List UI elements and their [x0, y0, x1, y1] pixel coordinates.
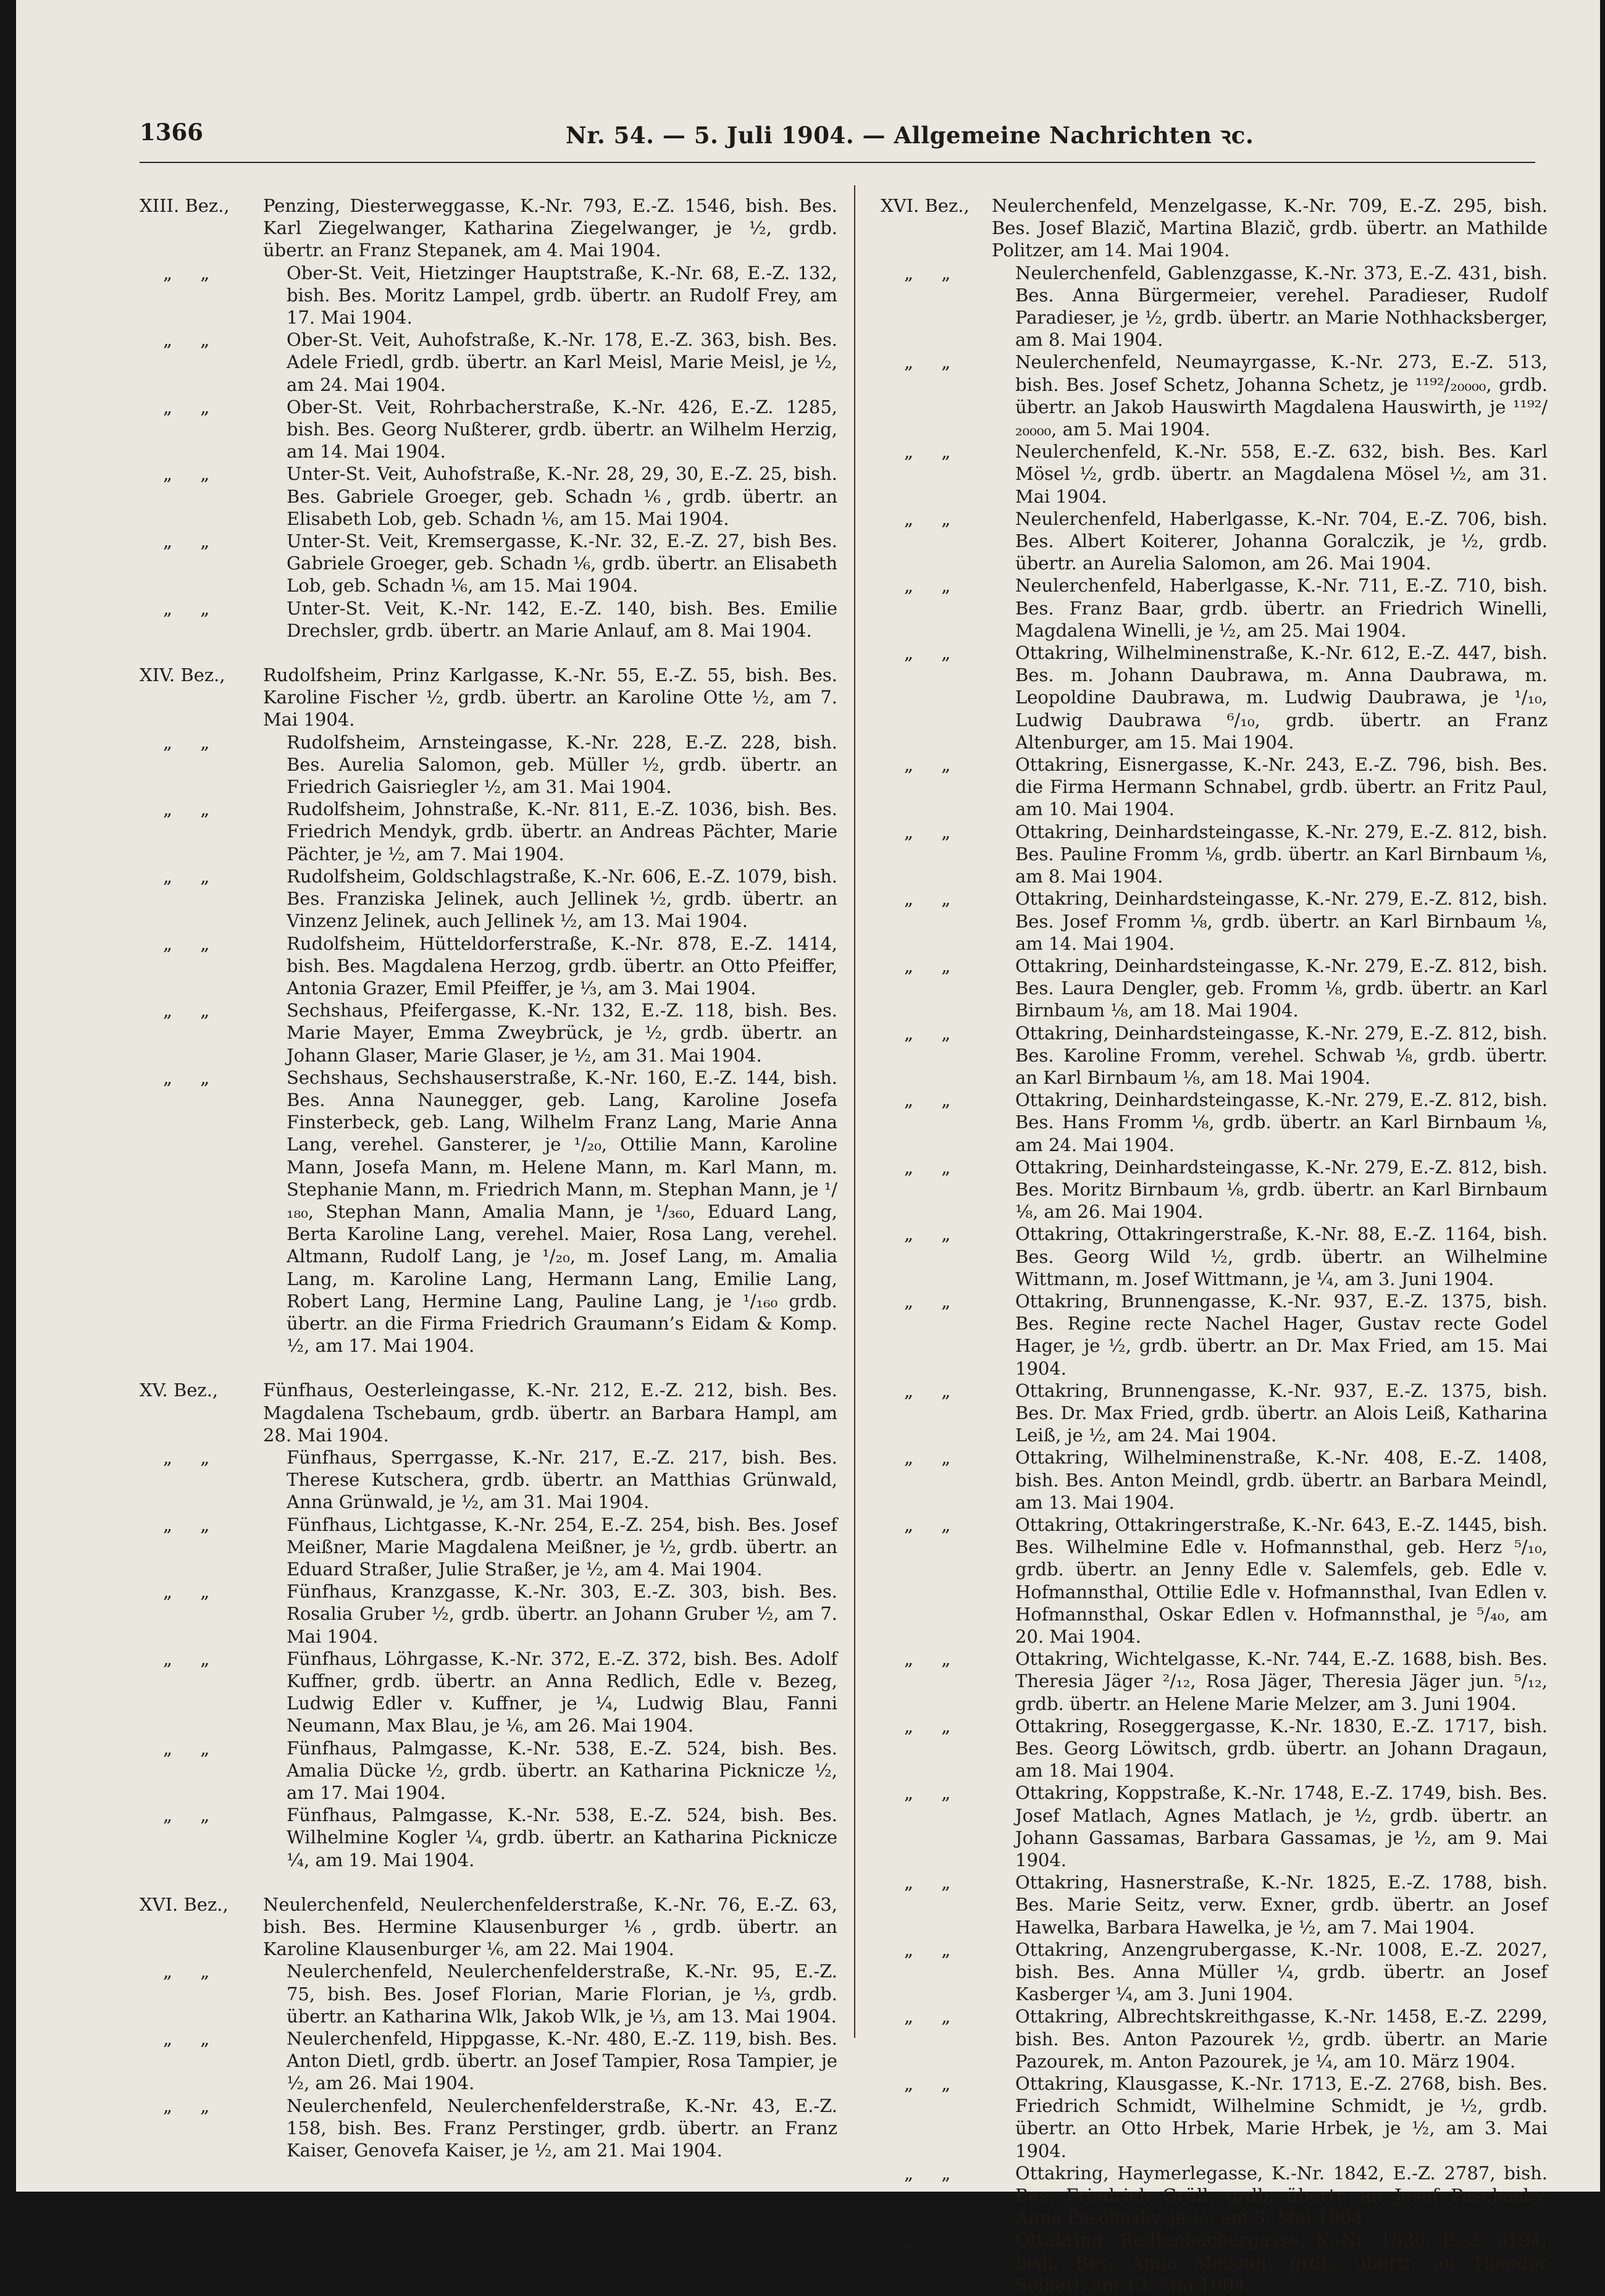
entry-district-label: „ „	[163, 865, 221, 887]
left-column	[140, 195, 837, 2161]
entry-text: Rudolfsheim, Hütteldorferstraße, K.-Nr. 878, E.-Z. 1414, bish. Bes. Magdalena Herzog, grdb. übertr. an Otto Pfeiffer, Antonia Grazer, Emil Pfeiffer, je ⅓, am 3. Mai 1904.	[287, 932, 837, 999]
register-entry	[140, 597, 837, 642]
entry-text: Ottakring, Ottakringerstraße, K.-Nr. 643, E.-Z. 1445, bish. Bes. Wilhelmine Edle v. Hofmannsthal, geb. Herz ⁵/₁₀, grdb. übertr. an Jenny Edle v. Salemfels, geb. Edle v. Hofmannsthal, Ottilie Edle v. Hofmannsthal, Ivan Edlen v. Hofmannsthal, Oskar Edlen v. Hofmannsthal, je ⁵/₄₀, am 20. Mai 1904.	[1015, 1514, 1548, 1647]
register-entry	[881, 1782, 1548, 1871]
entry-district-label: „ „	[163, 731, 221, 753]
entry-text: Neulerchenfeld, Haberlgasse, K.-Nr. 711, E.-Z. 710, bish. Bes. Franz Baar, grdb. übertr. an Friedrich Winelli, Magdalena Winelli, je ½, am 25. Mai 1904.	[1015, 575, 1548, 641]
register-entry	[881, 1648, 1548, 1715]
entry-text: Ottakring, Redtenbachergasse, K.-Nr. 1836, E.-Z. 3194, bish. Bes. Anna Meixner, grdb. übertr. an Theodor Seiberl, am 13. Mai 1904.	[1015, 2229, 1548, 2295]
entry-district-label: „ „	[163, 329, 221, 351]
entry-district-label: XV. Bez.,	[140, 1380, 219, 1401]
register-entry	[881, 753, 1548, 821]
entry-district-label: „ „	[904, 955, 962, 976]
register-entry	[881, 1089, 1548, 1156]
entry-text: Ober-St. Veit, Rohrbacherstraße, K.-Nr. 426, E.-Z. 1285, bish. Bes. Georg Nußterer, grdb. übertr. an Wilhelm Herzig, am 14. Mai 1904.	[287, 396, 837, 463]
entry-district-label: „ „	[904, 1938, 962, 1960]
entry-district-label: „ „	[163, 2095, 221, 2116]
entry-text: Ottakring, Roseggergasse, K.-Nr. 1830, E.-Z. 1717, bish. Bes. Georg Löwitsch, grdb. übertr. an Johann Dragaun, am 18. Mai 1904.	[1015, 1715, 1548, 1782]
entry-text: Ottakring, Albrechtskreithgasse, K.-Nr. 1458, E.-Z. 2299, bish. Bes. Anton Pazourek ½, grdb. übertr. an Marie Pazourek, m. Anton Pazourek, je ¼, am 10. März 1904.	[1015, 2006, 1548, 2072]
register-entry	[881, 508, 1548, 575]
register-entry	[881, 1022, 1548, 1089]
entry-district-label: „ „	[163, 1961, 221, 1982]
register-entry	[881, 1380, 1548, 1447]
entry-district-label: XIII. Bez.,	[140, 195, 230, 216]
entry-district-label: „ „	[163, 2028, 221, 2050]
entry-district-label: „ „	[904, 888, 962, 910]
entry-district-label: XIV. Bez.,	[140, 664, 225, 686]
entry-text: Neulerchenfeld, Hippgasse, K.-Nr. 480, E.-Z. 119, bish. Bes. Anton Dietl, grdb. übertr. an Josef Tampier, Rosa Tampier, je ½, am 26. Mai 1904.	[287, 2028, 837, 2094]
entry-district-label: „ „	[163, 530, 221, 552]
register-entry	[881, 195, 1548, 262]
entry-text: Rudolfsheim, Goldschlagstraße, K.-Nr. 606, E.-Z. 1079, bish. Bes. Franziska Jelinek, auch Jellinek ½, grdb. übertr. an Vinzenz Jelinek, auch Jellinek ½, am 13. Mai 1904.	[287, 865, 837, 932]
entry-text: Fünfhaus, Palmgasse, K.-Nr. 538, E.-Z. 524, bish. Bes. Wilhelmine Kogler ¼, grdb. übertr. an Katharina Picknicze ¼, am 19. Mai 1904.	[287, 1804, 837, 1871]
entry-text: Neulerchenfeld, Gablenzgasse, K.-Nr. 373, E.-Z. 431, bish. Bes. Anna Bürgermeier, verehel. Paradieser, Rudolf Paradieser, je ½, grdb. übertr. an Marie Nothhacksberger, am 8. Mai 1904.	[1015, 262, 1548, 351]
entry-district-label: „ „	[904, 1514, 962, 1535]
entry-text: Ottakring, Deinhardsteingasse, K.-Nr. 279, E.-Z. 812, bish. Bes. Laura Dengler, geb. Fromm ⅛, grdb. übertr. an Karl Birnbaum ⅛, am 18. Mai 1904.	[1015, 955, 1548, 1021]
entry-text: Neulerchenfeld, Haberlgasse, K.-Nr. 704, E.-Z. 706, bish. Bes. Albert Koiterer, Johanna Goralczik, je ½, grdb. übertr. an Aurelia Salomon, am 26. Mai 1904.	[1015, 508, 1548, 574]
entry-district-label: „ „	[904, 575, 962, 597]
entry-text: Fünfhaus, Sperrgasse, K.-Nr. 217, E.-Z. 217, bish. Bes. Therese Kutschera, grdb. übertr. an Matthias Grünwald, Anna Grünwald, je ½, am 31. Mai 1904.	[287, 1446, 837, 1513]
register-entry	[140, 329, 837, 396]
register-entry	[140, 798, 837, 865]
register-entry	[881, 2005, 1548, 2072]
entry-text: Neulerchenfeld, K.-Nr. 558, E.-Z. 632, bish. Bes. Karl Mösel ½, grdb. übertr. an Magdalena Mösel ½, am 31. Mai 1904.	[1015, 441, 1548, 507]
register-entry	[881, 1290, 1548, 1380]
entry-text: Unter-St. Veit, K.-Nr. 142, E.-Z. 140, bish. Bes. Emilie Drechsler, grdb. übertr. an Marie Anlauf, am 8. Mai 1904.	[287, 597, 837, 641]
entry-text: Unter-St. Veit, Auhofstraße, K.-Nr. 28, 29, 30, E.-Z. 25, bish. Bes. Gabriele Groeger, geb. Schadn ⅙, grdb. übertr. an Elisabeth Lob, geb. Schadn ⅙, am 15. Mai 1904.	[287, 463, 837, 529]
register-entry	[140, 865, 837, 932]
entry-district-label: „ „	[904, 1380, 962, 1401]
entry-district-label: „ „	[904, 1156, 962, 1178]
entry-district-label: XVI. Bez.,	[140, 1893, 228, 1915]
entry-district-label: XVI. Bez.,	[881, 195, 970, 216]
register-entry	[881, 1156, 1548, 1223]
entry-district-label: „ „	[163, 262, 221, 283]
entry-text: Ottakring, Brunnengasse, K.-Nr. 937, E.-Z. 1375, bish. Bes. Dr. Max Fried, grdb. übertr. an Alois Leiß, Katharina Leiß, je ½, am 24. Mai 1904.	[1015, 1380, 1548, 1446]
entry-district-label: „ „	[904, 2162, 962, 2184]
register-entry	[881, 574, 1548, 642]
entry-text: Ottakring, Deinhardsteingasse, K.-Nr. 279, E.-Z. 812, bish. Bes. Pauline Fromm ⅛, grdb. übertr. an Karl Birnbaum ⅛, am 8. Mai 1904.	[1015, 821, 1548, 887]
entry-text: Sechshaus, Pfeifergasse, K.-Nr. 132, E.-Z. 118, bish. Bes. Marie Mayer, Emma Zweybrück, je ½, grdb. übertr. an Johann Glaser, Marie Glaser, je ½, am 31. Mai 1904.	[287, 1000, 837, 1066]
register-entry	[140, 530, 837, 597]
register-entry	[140, 1066, 837, 1357]
entry-district-label: „ „	[163, 1737, 221, 1759]
entry-district-label: „ „	[904, 1715, 962, 1737]
entry-district-label: „ „	[904, 1447, 962, 1469]
register-entry	[881, 955, 1548, 1022]
header-rule	[140, 162, 1535, 163]
entry-text: Ober-St. Veit, Auhofstraße, K.-Nr. 178, E.-Z. 363, bish. Bes. Adele Friedl, grdb. übertr. an Karl Meisl, Marie Meisl, je ½, am 24. Mai 1904.	[287, 329, 837, 395]
entry-district-label: „ „	[163, 1804, 221, 1826]
entry-text: Ottakring, Deinhardsteingasse, K.-Nr. 279, E.-Z. 812, bish. Bes. Karoline Fromm, verehel. Schwab ⅛, grdb. übertr. an Karl Birnbaum ⅛, am 18. Mai 1904.	[1015, 1022, 1548, 1088]
register-entry	[881, 887, 1548, 955]
register-entry	[140, 2027, 837, 2095]
register-entry	[881, 1446, 1548, 1514]
entry-district-label: „ „	[904, 2229, 962, 2251]
register-entry	[140, 396, 837, 463]
entry-district-label: „ „	[163, 1514, 221, 1535]
register-entry	[881, 1514, 1548, 1648]
register-entry	[140, 2095, 837, 2162]
entry-district-label: „ „	[163, 1066, 221, 1088]
entry-text: Ottakring, Anzengrubergasse, K.-Nr. 1008, E.-Z. 2027, bish. Bes. Anna Müller ¼, grdb. übertr. an Josef Kasberger ¼, am 3. Juni 1904.	[1015, 1938, 1548, 2005]
register-entry	[881, 2229, 1548, 2296]
register-entry	[140, 1580, 837, 1648]
register-entry	[140, 262, 837, 329]
entry-text: Ottakring, Deinhardsteingasse, K.-Nr. 279, E.-Z. 812, bish. Bes. Josef Fromm ⅛, grdb. übertr. an Karl Birnbaum ⅛, am 14. Mai 1904.	[1015, 888, 1548, 954]
register-entry	[140, 1893, 837, 1961]
register-entry	[881, 440, 1548, 508]
entry-district-label: „ „	[904, 1022, 962, 1044]
running-title: Nr. 54. — 5. Juli 1904. — Allgemeine Nachrichten ꝛc.	[566, 122, 1254, 149]
entry-district-label: „ „	[163, 798, 221, 820]
entry-text: Fünfhaus, Palmgasse, K.-Nr. 538, E.-Z. 524, bish. Bes. Amalia Dücke ½, grdb. übertr. an Katharina Picknicze ½, am 17. Mai 1904.	[287, 1737, 837, 1804]
entry-district-label: „ „	[904, 1648, 962, 1670]
entry-text: Rudolfsheim, Arnsteingasse, K.-Nr. 228, E.-Z. 228, bish. Bes. Aurelia Salomon, geb. Müller ½, grdb. übertr. an Friedrich Gaisriegler ½, am 31. Mai 1904.	[287, 731, 837, 798]
entry-text: Ottakring, Eisnergasse, K.-Nr. 243, E.-Z. 796, bish. Bes. die Firma Hermann Schnabel, grdb. übertr. an Fritz Paul, am 10. Mai 1904.	[1015, 754, 1548, 820]
entry-district-label: „ „	[904, 1782, 962, 1804]
entry-district-label: „ „	[163, 1446, 221, 1468]
page-header	[140, 119, 1529, 149]
entry-district-label: „ „	[904, 754, 962, 776]
entry-text: Ottakring, Wichtelgasse, K.-Nr. 744, E.-Z. 1688, bish. Bes. Theresia Jäger ²/₁₂, Rosa Jäger, Theresia Jäger jun. ⁵/₁₂, grdb. übertr. an Helene Marie Melzer, am 3. Juni 1904.	[1015, 1648, 1548, 1714]
register-entry	[140, 1804, 837, 1871]
entry-district-label: „ „	[904, 2073, 962, 2095]
entry-text: Ottakring, Klausgasse, K.-Nr. 1713, E.-Z. 2768, bish. Bes. Friedrich Schmidt, Wilhelmine Schmidt, je ½, grdb. übertr. an Otto Hrbek, Marie Hrbek, je ½, am 3. Mai 1904.	[1015, 2073, 1548, 2161]
entry-district-label: „ „	[163, 597, 221, 619]
entry-text: Ottakring, Wilhelminenstraße, K.-Nr. 408, E.-Z. 1408, bish. Bes. Anton Meindl, grdb. übertr. an Barbara Meindl, am 13. Mai 1904.	[1015, 1447, 1548, 1513]
page-number: 1366	[140, 119, 203, 146]
entry-text: Ottakring, Brunnengasse, K.-Nr. 937, E.-Z. 1375, bish. Bes. Regine recte Nachel Hager, Gustav recte Godel Hager, je ½, grdb. übertr. an Dr. Max Fried, am 15. Mai 1904.	[1015, 1290, 1548, 1379]
entry-text: Neulerchenfeld, Neulerchenfelderstraße, K.-Nr. 43, E.-Z. 158, bish. Bes. Franz Perstinger, grdb. übertr. an Franz Kaiser, Genovefa Kaiser, je ½, am 21. Mai 1904.	[287, 2095, 837, 2161]
register-entry	[881, 2162, 1548, 2229]
newspaper-page	[16, 0, 1600, 2295]
entry-text: Ober-St. Veit, Hietzinger Hauptstraße, K.-Nr. 68, E.-Z. 132, bish. Bes. Moritz Lampel, grdb. übertr. an Rudolf Frey, am 17. Mai 1904.	[287, 262, 837, 329]
entry-district-label: „ „	[163, 396, 221, 417]
register-entry	[140, 932, 837, 1000]
register-entry	[140, 1379, 837, 1446]
entry-text: Unter-St. Veit, Kremsergasse, K.-Nr. 32, E.-Z. 27, bish Bes. Gabriele Groeger, geb. Schadn ⅙, grdb. übertr. an Elisabeth Lob, geb. Schadn ⅙, am 15. Mai 1904.	[287, 530, 837, 597]
right-column	[881, 195, 1548, 2295]
entry-text: Sechshaus, Sechshauserstraße, K.-Nr. 160, E.-Z. 144, bish. Bes. Anna Naunegger, geb. Lang, Karoline Josefa Finsterbeck, geb. Lang, Wilhelm Franz Lang, Marie Anna Lang, verehel. Gansterer, je ¹/₂₀, Ottilie Mann, Karoline Mann, Josefa Mann, m. Helene Mann, m. Karl Mann, m. Stephanie Mann, m. Friedrich Mann, m. Stephan Mann, je ¹/₁₈₀, Stephan Mann, Amalia Mann, je ¹/₃₆₀, Eduard Lang, Berta Karoline Lang, verehel. Maier, Rosa Lang, verehel. Altmann, Rudolf Lang, je ¹/₂₀, m. Josef Lang, m. Amalia Lang, m. Karoline Lang, Hermann Lang, Emilie Lang, Robert Lang, Hermine Lang, Pauline Lang, je ¹/₁₆₀ grdb. übertr. an die Firma Friedrich Graumann’s Eidam & Komp. ½, am 17. Mai 1904.	[287, 1066, 837, 1357]
register-entry	[140, 1960, 837, 2027]
entry-text: Ottakring, Deinhardsteingasse, K.-Nr. 279, E.-Z. 812, bish. Bes. Moritz Birnbaum ⅛, grdb. übertr. an Karl Birnbaum ⅛, am 26. Mai 1904.	[1015, 1156, 1548, 1223]
entry-district-label: „ „	[904, 1872, 962, 1893]
entry-district-label: „ „	[904, 262, 962, 283]
entry-district-label: „ „	[904, 441, 962, 463]
register-entry	[140, 664, 837, 731]
column-divider	[854, 185, 855, 2038]
entry-text: Ottakring, Haymerlegasse, K.-Nr. 1842, E.-Z. 2787, bish. Bes. Friedrich Grüll, grdb. übertr. an Josef Paschasky, Anna Paschasky, je ½, am 3. Mai 1904.	[1015, 2162, 1548, 2229]
register-entry	[881, 2072, 1548, 2162]
entry-text: Fünfhaus, Kranzgasse, K.-Nr. 303, E.-Z. 303, bish. Bes. Rosalia Gruber ½, grdb. übertr. an Johann Gruber ½, am 7. Mai 1904.	[287, 1581, 837, 1647]
entry-text: Neulerchenfeld, Neumayrgasse, K.-Nr. 273, E.-Z. 513, bish. Bes. Josef Schetz, Johanna Schetz, je ¹¹⁹²/₂₀₀₀₀, grdb. übertr. an Jakob Hauswirth Magdalena Hauswirth, je ¹¹⁹²/₂₀₀₀₀, am 5. Mai 1904.	[1015, 351, 1548, 440]
register-entry	[140, 999, 837, 1066]
entry-district-label: „ „	[904, 2006, 962, 2027]
entry-text: Neulerchenfeld, Neulerchenfelderstraße, K.-Nr. 76, E.-Z. 63, bish. Bes. Hermine Klausenburger ⅙, grdb. übertr. an Karoline Klausenburger ⅙, am 22. Mai 1904.	[263, 1893, 837, 1960]
register-entry	[140, 1648, 837, 1737]
register-entry	[881, 821, 1548, 888]
entry-district-label: „ „	[163, 932, 221, 954]
register-entry	[881, 1871, 1548, 1938]
register-entry	[140, 731, 837, 798]
entry-district-label: „ „	[163, 1000, 221, 1021]
register-entry	[881, 262, 1548, 351]
register-entry	[140, 1737, 837, 1804]
entry-district-label: „ „	[904, 508, 962, 529]
entry-text: Ottakring, Ottakringerstraße, K.-Nr. 88, E.-Z. 1164, bish. Bes. Georg Wild ½, grdb. übertr. an Wilhelmine Wittmann, m. Josef Wittmann, je ¼, am 3. Juni 1904.	[1015, 1223, 1548, 1289]
entry-district-label: „ „	[904, 642, 962, 664]
entry-text: Rudolfsheim, Johnstraße, K.-Nr. 811, E.-Z. 1036, bish. Bes. Friedrich Mendyk, grdb. übertr. an Andreas Pächter, Marie Pächter, je ½, am 7. Mai 1904.	[287, 798, 837, 865]
entry-text: Fünfhaus, Löhrgasse, K.-Nr. 372, E.-Z. 372, bish. Bes. Adolf Kuffner, grdb. übertr. an Anna Redlich, Edle v. Bezeg, Ludwig Edler v. Kuffner, je ¼, Ludwig Blau, Fanni Neumann, Max Blau, je ⅙, am 26. Mai 1904.	[287, 1648, 837, 1737]
entry-text: Ottakring, Hasnerstraße, K.-Nr. 1825, E.-Z. 1788, bish. Bes. Marie Seitz, verw. Exner, grdb. übertr. an Josef Hawelka, Barbara Hawelka, je ½, am 7. Mai 1904.	[1015, 1872, 1548, 1938]
entry-text: Ottakring, Koppstraße, K.-Nr. 1748, E.-Z. 1749, bish. Bes. Josef Matlach, Agnes Matlach, je ½, grdb. übertr. an Johann Gassamas, Barbara Gassamas, je ½, am 9. Mai 1904.	[1015, 1782, 1548, 1871]
register-entry	[881, 1223, 1548, 1290]
register-entry	[140, 195, 837, 262]
entry-district-label: „ „	[163, 1648, 221, 1669]
entry-text: Neulerchenfeld, Neulerchenfelderstraße, K.-Nr. 95, E.-Z. 75, bish. Bes. Josef Florian, Marie Florian, je ⅓, grdb. übertr. an Katharina Wlk, Jakob Wlk, je ⅓, am 13. Mai 1904.	[287, 1961, 837, 2027]
register-entry	[881, 351, 1548, 440]
register-entry	[881, 642, 1548, 753]
entry-district-label: „ „	[904, 1089, 962, 1111]
entry-district-label: „ „	[904, 1290, 962, 1312]
register-entry	[881, 1715, 1548, 1782]
entry-text: Rudolfsheim, Prinz Karlgasse, K.-Nr. 55, E.-Z. 55, bish. Bes. Karoline Fischer ½, grdb. übertr. an Karoline Otte ½, am 7. Mai 1904.	[263, 664, 837, 731]
entry-district-label: „ „	[163, 463, 221, 485]
entry-text: Fünfhaus, Oesterleingasse, K.-Nr. 212, E.-Z. 212, bish. Bes. Magdalena Tschebaum, grdb. übertr. an Barbara Hampl, am 28. Mai 1904.	[263, 1380, 837, 1446]
register-entry	[140, 1514, 837, 1581]
entry-text: Ottakring, Wilhelminenstraße, K.-Nr. 612, E.-Z. 447, bish. Bes. m. Johann Daubrawa, m. Anna Daubrawa, m. Leopoldine Daubrawa, m. Ludwig Daubrawa, je ¹/₁₀, Ludwig Daubrawa ⁶/₁₀, grdb. übertr. an Franz Altenburger, am 15. Mai 1904.	[1015, 642, 1548, 753]
entry-text: Neulerchenfeld, Menzelgasse, K.-Nr. 709, E.-Z. 295, bish. Bes. Josef Blazič, Martina Blazič, grdb. übertr. an Mathilde Politzer, am 14. Mai 1904.	[992, 195, 1548, 261]
entry-district-label: „ „	[904, 351, 962, 373]
register-entry	[140, 463, 837, 530]
entry-text: Penzing, Diesterweggasse, K.-Nr. 793, E.-Z. 1546, bish. Bes. Karl Ziegelwanger, Katharina Ziegelwanger, je ½, grdb. übertr. an Franz Stepanek, am 4. Mai 1904.	[263, 195, 837, 261]
entry-district-label: „ „	[163, 1581, 221, 1603]
register-entry	[881, 1938, 1548, 2006]
register-entry	[140, 1446, 837, 1514]
entry-district-label: „ „	[904, 821, 962, 842]
entry-text: Fünfhaus, Lichtgasse, K.-Nr. 254, E.-Z. 254, bish. Bes. Josef Meißner, Marie Magdalena Meißner, je ½, grdb. übertr. an Eduard Straßer, Julie Straßer, je ½, am 4. Mai 1904.	[287, 1514, 837, 1580]
entry-district-label: „ „	[904, 1223, 962, 1245]
entry-text: Ottakring, Deinhardsteingasse, K.-Nr. 279, E.-Z. 812, bish. Bes. Hans Fromm ⅛, grdb. übertr. an Karl Birnbaum ⅛, am 24. Mai 1904.	[1015, 1089, 1548, 1155]
